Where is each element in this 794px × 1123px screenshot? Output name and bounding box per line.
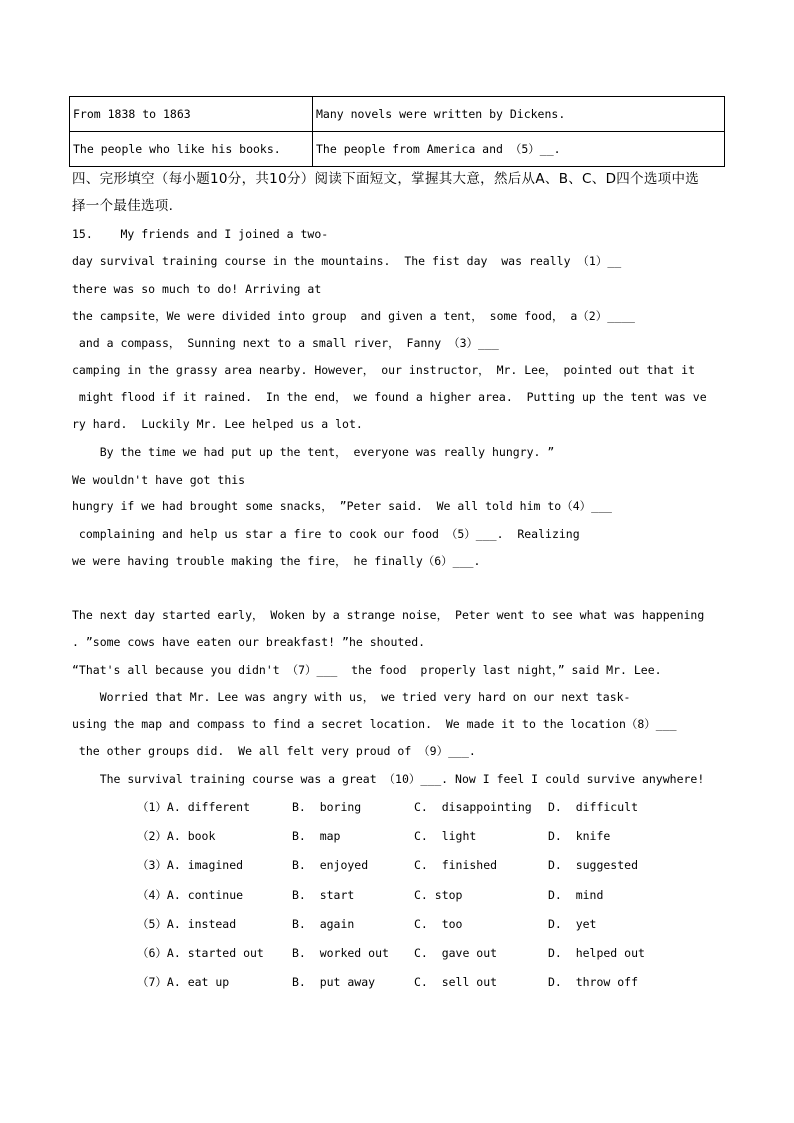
passage-line: the other groups did. We all felt very proud of （9）___.: [72, 744, 476, 758]
option-a[interactable]: （7）A. eat up: [137, 975, 230, 989]
option-b[interactable]: B. worked out: [292, 946, 389, 960]
option-d[interactable]: D. difficult: [548, 800, 639, 814]
option-c[interactable]: C. too: [414, 917, 463, 931]
passage-line: . ”some cows have eaten our breakfast! ”he shouted.: [72, 635, 426, 649]
option-c[interactable]: C. disappointing: [414, 800, 532, 814]
option-b[interactable]: B. put away: [292, 975, 376, 989]
option-b[interactable]: B. again: [292, 917, 355, 931]
passage-line: “That's all because you didn't （7）___ the food properly last night，” said Mr. Lee.: [72, 663, 662, 677]
option-c[interactable]: C. finished: [414, 858, 498, 872]
option-a[interactable]: （3）A. imagined: [137, 858, 244, 872]
passage-line: By the time we had put up the tent， everyone was really hungry. ”: [72, 445, 555, 459]
option-d[interactable]: D. helped out: [548, 946, 645, 960]
passage-line: The next day started early， Woken by a strange noise， Peter went to see what was happening: [72, 608, 705, 622]
table-cell: Many novels were written by Dickens.: [313, 97, 725, 132]
table-cell: The people from America and （5）__.: [313, 132, 725, 167]
option-b[interactable]: B. enjoyed: [292, 858, 369, 872]
passage-line: hungry if we had brought some snacks， ”Peter said. We all told him to（4）___: [72, 499, 612, 513]
passage-line: We wouldn't have got this: [72, 473, 246, 487]
table-cell: From 1838 to 1863: [70, 97, 313, 132]
passage-line: day survival training course in the mountains. The fist day was really （1）__: [72, 254, 622, 268]
option-b[interactable]: B. start: [292, 888, 355, 902]
passage-line: ry hard. Luckily Mr. Lee helped us a lot.: [72, 417, 363, 431]
option-c[interactable]: C. stop: [414, 888, 463, 902]
passage-line: the campsite，We were divided into group and given a tent， some food， a（2）____: [72, 309, 635, 323]
section-heading-cont: 择一个最佳选项.: [72, 198, 174, 214]
option-d[interactable]: D. mind: [548, 888, 604, 902]
option-d[interactable]: D. suggested: [548, 858, 639, 872]
option-d[interactable]: D. throw off: [548, 975, 639, 989]
option-d[interactable]: D. yet: [548, 917, 597, 931]
passage-line: camping in the grassy area nearby. However， our instructor， Mr. Lee， pointed out that it: [72, 363, 696, 377]
passage-line: using the map and compass to find a secret location. We made it to the location（8）___: [72, 717, 677, 731]
option-a[interactable]: （2）A. book: [137, 829, 216, 843]
option-c[interactable]: C. sell out: [414, 975, 498, 989]
passage-line: and a compass， Sunning next to a small river， Fanny （3）___: [72, 336, 499, 350]
option-a[interactable]: （5）A. instead: [137, 917, 237, 931]
passage-line: The survival training course was a great （10）___. Now I feel I could survive anywhere!: [72, 772, 705, 786]
option-a[interactable]: （4）A. continue: [137, 888, 244, 902]
table-row: [70, 132, 725, 167]
option-a[interactable]: （1）A. different: [137, 800, 251, 814]
passage-line: might flood if it rained. In the end， we found a higher area. Putting up the tent was ve: [72, 390, 707, 404]
info-table: [69, 96, 725, 167]
passage-line: there was so much to do! Arriving at: [72, 282, 322, 296]
option-b[interactable]: B. map: [292, 829, 341, 843]
passage-line: complaining and help us star a fire to cook our food （5）___. Realizing: [72, 527, 580, 541]
option-b[interactable]: B. boring: [292, 800, 362, 814]
passage-line: Worried that Mr. Lee was angry with us， we tried very hard on our next task-: [72, 690, 631, 704]
option-c[interactable]: C. light: [414, 829, 477, 843]
option-c[interactable]: C. gave out: [414, 946, 498, 960]
passage-line: we were having trouble making the fire， he finally（6）___.: [72, 554, 481, 568]
table-row: [70, 97, 725, 132]
option-row: [137, 974, 639, 1054]
table-cell: The people who like his books.: [70, 132, 313, 167]
section-heading: 四、完形填空（每小题10分，共10分）阅读下面短文，掌握其大意，然后从A、B、C、D四个选项中选: [72, 171, 700, 187]
option-d[interactable]: D. knife: [548, 829, 611, 843]
passage-line: 15. My friends and I joined a two-: [72, 227, 329, 241]
option-a[interactable]: （6）A. started out: [137, 946, 264, 960]
